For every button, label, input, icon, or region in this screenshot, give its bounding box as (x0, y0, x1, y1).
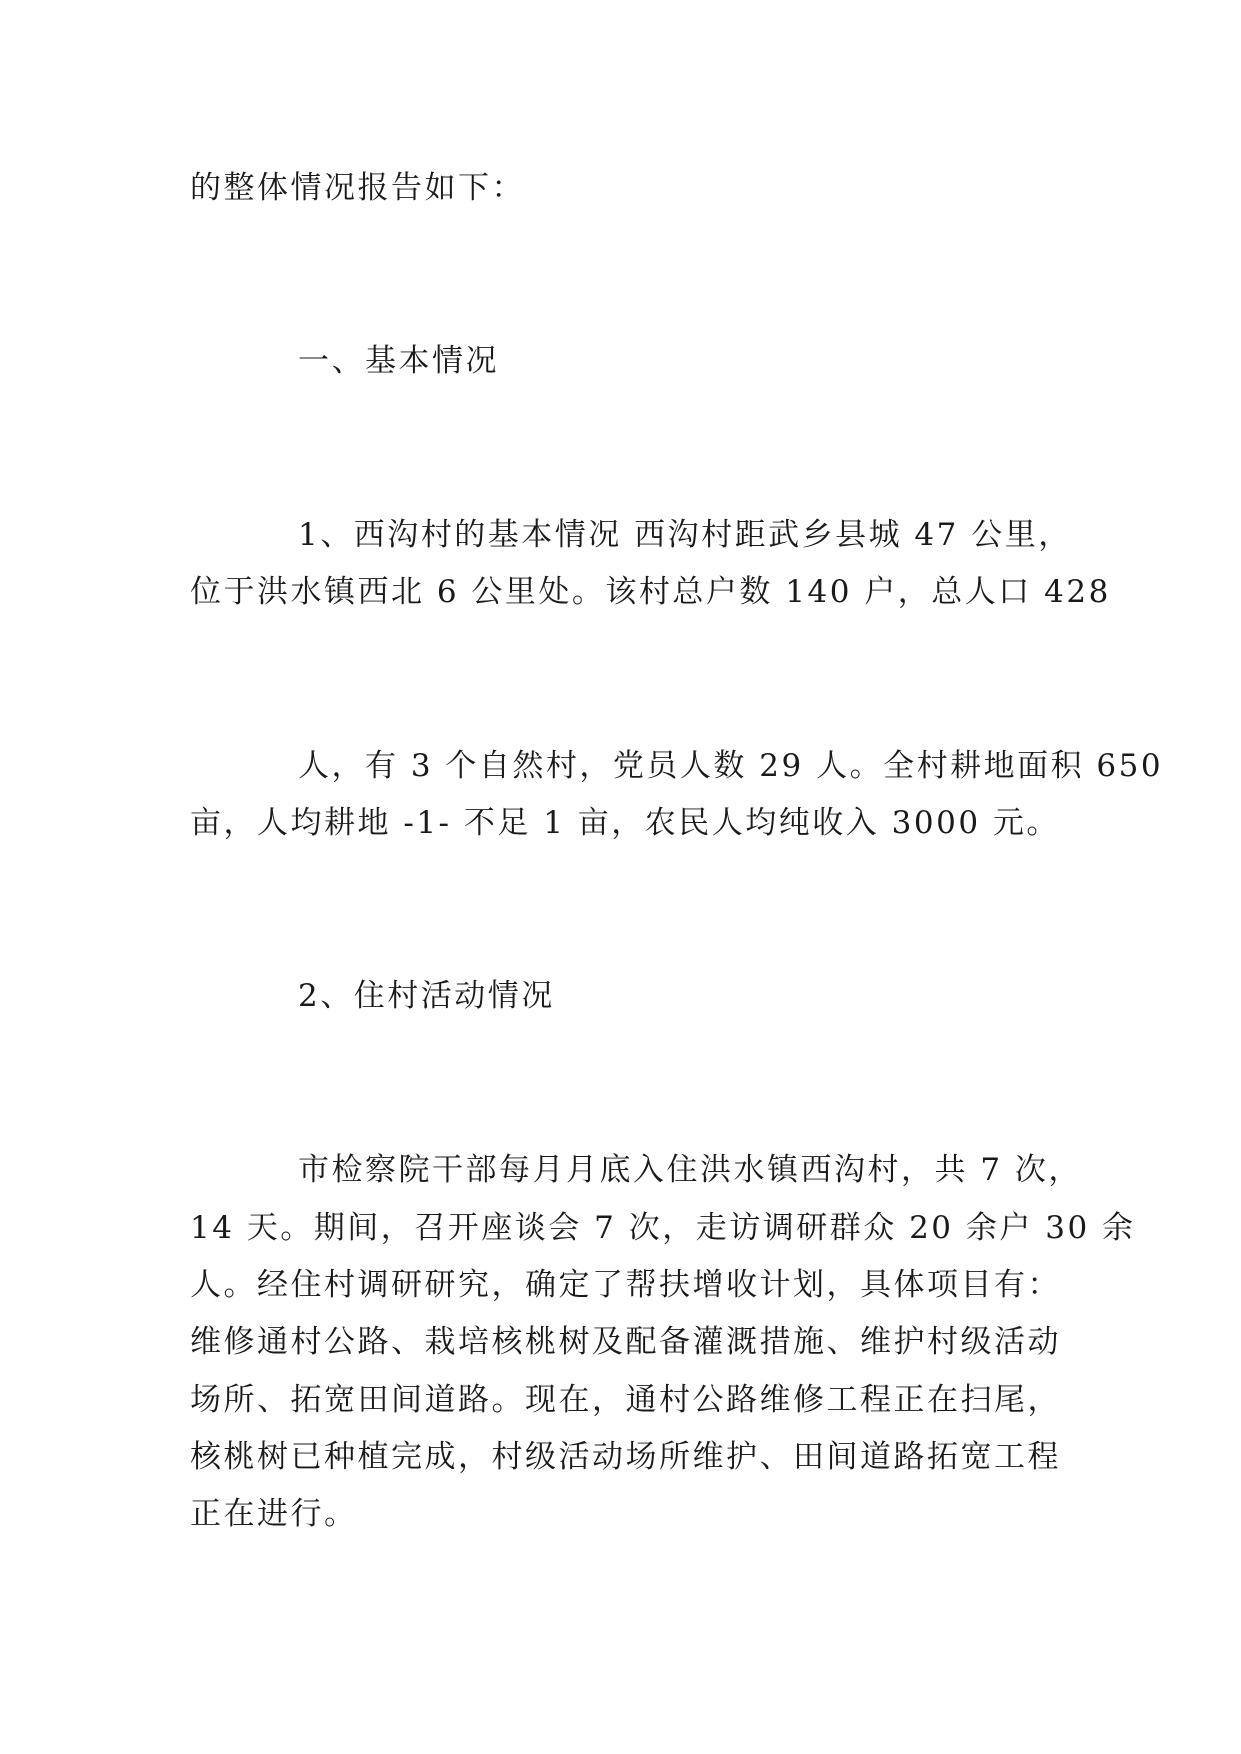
item1-line2: 位于洪水镇西北 6 公里处。该村总户数 140 户，总人口 428 (190, 574, 1111, 610)
item2-body-line3: 人。经住村调研研究，确定了帮扶增收计划，具体项目有： (190, 1267, 1061, 1303)
item1-line1: 1、西沟村的基本情况 西沟村距武乡县城 47 公里， (298, 517, 1072, 553)
item1-cont-line1: 人，有 3 个自然村，党员人数 29 人。全村耕地面积 650 (298, 748, 1164, 784)
item2-body-line5: 场所、拓宽田间道路。现在，通村公路维修工程正在扫尾， (190, 1382, 1061, 1418)
item1-cont-line2: 亩，人均耕地 -1- 不足 1 亩，农民人均纯收入 3000 元。 (190, 805, 1060, 841)
item2-body-line2: 14 天。期间，召开座谈会 7 次，走访调研群众 20 余户 30 余 (190, 1210, 1136, 1246)
item2-body-line4: 维修通村公路、栽培核桃树及配备灌溉措施、维护村级活动 (190, 1324, 1061, 1360)
item2-body-line6: 核桃树已种植完成，村级活动场所维护、田间道路拓宽工程 (190, 1439, 1061, 1475)
item2-heading: 2、住村活动情况 (298, 978, 555, 1014)
item2-body-line7: 正在进行。 (190, 1496, 358, 1532)
section-heading: 一、基本情况 (298, 343, 499, 379)
intro-line: 的整体情况报告如下： (190, 170, 525, 206)
item2-body-line1: 市检察院干部每月月底入住洪水镇西沟村，共 7 次， (298, 1152, 1082, 1188)
